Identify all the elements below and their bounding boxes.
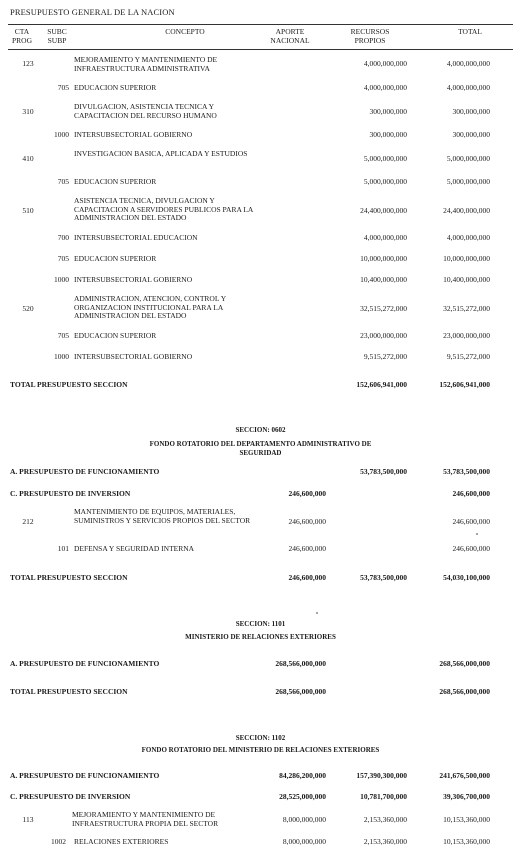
total-value: 10,153,360,000 (443, 837, 490, 846)
recursos-value: 152,606,941,000 (356, 380, 407, 389)
subc-subp: 705 (57, 177, 69, 186)
subc-subp: 705 (57, 83, 69, 92)
concept: INTERSUBSECTORIAL GOBIERNO (74, 352, 193, 361)
category-label: C. PRESUPUESTO DE INVERSION (10, 489, 131, 498)
total-value: 24,400,000,000 (443, 206, 490, 215)
section-title-line1: FONDO ROTATORIO DEL DEPARTAMENTO ADMINISTRATIVO DE (149, 440, 372, 448)
header-subc-line1: SUBC (47, 27, 67, 36)
recursos-value: 300,000,000 (369, 130, 407, 139)
concept: INVESTIGACION BASICA, APLICADA Y ESTUDIOS (74, 149, 248, 158)
concept: INTERSUBSECTORIAL EDUCACION (74, 233, 198, 242)
recursos-value: 300,000,000 (369, 107, 407, 116)
recursos-value: 157,390,300,000 (356, 771, 407, 780)
concept: MANTENIMIENTO DE EQUIPOS, MATERIALES, SUMINISTROS Y SERVICIOS PROPIOS DEL SECTOR (74, 507, 251, 525)
total-value: 152,606,941,000 (439, 380, 490, 389)
total-value: 4,000,000,000 (446, 59, 490, 68)
subc-subp: 1000 (54, 352, 69, 361)
section-number: SECCION: 0602 (235, 426, 286, 434)
total-value: 300,000,000 (452, 130, 490, 139)
header-aporte-line2: NACIONAL (270, 35, 310, 45)
total-value: 4,000,000,000 (446, 233, 490, 242)
recursos-value: 4,000,000,000 (363, 59, 407, 68)
recursos-value: 10,400,000,000 (360, 275, 407, 284)
section-title-line2: SEGURIDAD (239, 449, 282, 457)
scan-speck (316, 612, 318, 614)
category-label: A. PRESUPUESTO DE FUNCIONAMIENTO (10, 771, 160, 780)
header-aporte-line1: APORTE (275, 27, 305, 36)
section-title-line1: FONDO ROTATORIO DEL MINISTERIO DE RELACIONES EXTERIORES (141, 746, 380, 754)
total-value: 246,600,000 (452, 489, 490, 498)
recursos-value: 2,153,360,000 (363, 815, 407, 824)
subc-subp: 705 (57, 331, 69, 340)
subc-subp: 1000 (54, 275, 69, 284)
total-value: 10,153,360,000 (443, 815, 490, 824)
concept: EDUCACION SUPERIOR (74, 254, 157, 263)
aporte-value: 246,600,000 (288, 544, 326, 553)
cta-prog: 113 (22, 815, 34, 824)
cta-prog: 410 (22, 154, 34, 163)
aporte-value: 84,286,200,000 (279, 771, 326, 780)
recursos-value: 53,783,500,000 (360, 573, 407, 582)
total-value: 4,000,000,000 (446, 83, 490, 92)
concept: DIVULGACION, ASISTENCIA TECNICA Y CAPACITACION DEL RECURSO HUMANO (74, 102, 217, 120)
recursos-value: 5,000,000,000 (363, 177, 407, 186)
recursos-value: 53,783,500,000 (360, 467, 407, 476)
section-total-label: TOTAL PRESUPUESTO SECCION (10, 687, 128, 696)
header-subc (42, 28, 72, 45)
cta-prog: 212 (22, 517, 34, 526)
header-concepto: CONCEPTO (165, 27, 205, 36)
total-value: 39,306,700,000 (443, 792, 490, 801)
recursos-value: 23,000,000,000 (360, 331, 407, 340)
cta-prog: 520 (22, 304, 34, 313)
section-total-label: TOTAL PRESUPUESTO SECCION (10, 573, 128, 582)
subc-subp: 705 (57, 254, 69, 263)
section-number: SECCION: 1102 (235, 734, 286, 742)
cta-prog: 510 (22, 206, 34, 215)
concept: ADMINISTRACION, ATENCION, CONTROL Y ORGANIZACION INSTITUCIONAL PARA LA ADMINISTRACION DEL ESTADO (74, 294, 226, 320)
header-total: TOTAL (458, 27, 482, 36)
aporte-value: 246,600,000 (288, 517, 326, 526)
aporte-value: 246,600,000 (288, 573, 326, 582)
total-value: 53,783,500,000 (443, 467, 490, 476)
header-recursos-line1: RECURSOS (350, 27, 390, 36)
total-value: 246,600,000 (452, 544, 490, 553)
concept: EDUCACION SUPERIOR (74, 331, 157, 340)
subc-subp: 101 (57, 544, 69, 553)
cta-prog: 123 (22, 59, 34, 68)
recursos-value: 10,781,700,000 (360, 792, 407, 801)
concept: RELACIONES EXTERIORES (74, 837, 169, 846)
recursos-value: 10,000,000,000 (360, 254, 407, 263)
recursos-value: 32,515,272,000 (360, 304, 407, 313)
aporte-value: 268,566,000,000 (275, 659, 326, 668)
header-recursos-line2: PROPIOS (354, 35, 386, 45)
aporte-value: 8,000,000,000 (282, 837, 326, 846)
recursos-value: 4,000,000,000 (363, 233, 407, 242)
total-value: 9,515,272,000 (446, 352, 490, 361)
section-total-label: TOTAL PRESUPUESTO SECCION (10, 380, 128, 389)
recursos-value: 2,153,360,000 (363, 837, 407, 846)
total-value: 268,566,000,000 (439, 687, 490, 696)
header-cta-line2: PROG (11, 35, 32, 45)
total-value: 10,000,000,000 (443, 254, 490, 263)
total-value: 5,000,000,000 (446, 177, 490, 186)
concept: EDUCACION SUPERIOR (74, 177, 157, 186)
recursos-value: 5,000,000,000 (363, 154, 407, 163)
recursos-value: 24,400,000,000 (360, 206, 407, 215)
concept: INTERSUBSECTORIAL GOBIERNO (74, 275, 193, 284)
total-value: 23,000,000,000 (443, 331, 490, 340)
header-aporte (260, 28, 320, 45)
header-recursos (338, 28, 402, 45)
total-value: 268,566,000,000 (439, 659, 490, 668)
header-cta-line1: CTA (14, 27, 30, 36)
aporte-value: 246,600,000 (288, 489, 326, 498)
subc-subp: 1000 (54, 130, 69, 139)
subc-subp: 700 (57, 233, 69, 242)
header-subc-line2: SUBP (47, 35, 67, 45)
aporte-value: 268,566,000,000 (275, 687, 326, 696)
aporte-value: 28,525,000,000 (279, 792, 326, 801)
concept: DEFENSA Y SEGURIDAD INTERNA (74, 544, 195, 553)
concept: EDUCACION SUPERIOR (74, 83, 157, 92)
section-title-line1: MINISTERIO DE RELACIONES EXTERIORES (185, 633, 336, 641)
total-value: 241,676,500,000 (439, 771, 490, 780)
total-value: 32,515,272,000 (443, 304, 490, 313)
scan-speck (476, 533, 478, 535)
category-label: A. PRESUPUESTO DE FUNCIONAMIENTO (10, 467, 160, 476)
concept: MEJORAMIENTO Y MANTENIMIENTO DE INFRAESTRUCTURA ADMINISTRATIVA (74, 55, 218, 73)
total-value: 5,000,000,000 (446, 154, 490, 163)
header-cta (8, 28, 36, 45)
concept: INTERSUBSECTORIAL GOBIERNO (74, 130, 193, 139)
concept: MEJORAMIENTO Y MANTENIMIENTO DE INFRAESTRUCTURA PROPIA DEL SECTOR (72, 810, 219, 828)
total-value: 300,000,000 (452, 107, 490, 116)
document-title: PRESUPUESTO GENERAL DE LA NACION (10, 7, 175, 17)
recursos-value: 4,000,000,000 (363, 83, 407, 92)
recursos-value: 9,515,272,000 (363, 352, 407, 361)
aporte-value: 8,000,000,000 (282, 815, 326, 824)
section-number: SECCION: 1101 (235, 620, 286, 628)
total-value: 246,600,000 (452, 517, 490, 526)
category-label: A. PRESUPUESTO DE FUNCIONAMIENTO (10, 659, 160, 668)
header-top-rule (8, 24, 513, 25)
concept: ASISTENCIA TECNICA, DIVULGACION Y CAPACITACION A SERVIDORES PUBLICOS PARA LA ADMINISTRACION DEL ESTADO (74, 196, 253, 222)
subc-subp: 1002 (51, 837, 66, 846)
total-value: 54,030,100,000 (443, 573, 490, 582)
header-bottom-rule (8, 49, 513, 50)
category-label: C. PRESUPUESTO DE INVERSION (10, 792, 131, 801)
total-value: 10,400,000,000 (443, 275, 490, 284)
cta-prog: 310 (22, 107, 34, 116)
